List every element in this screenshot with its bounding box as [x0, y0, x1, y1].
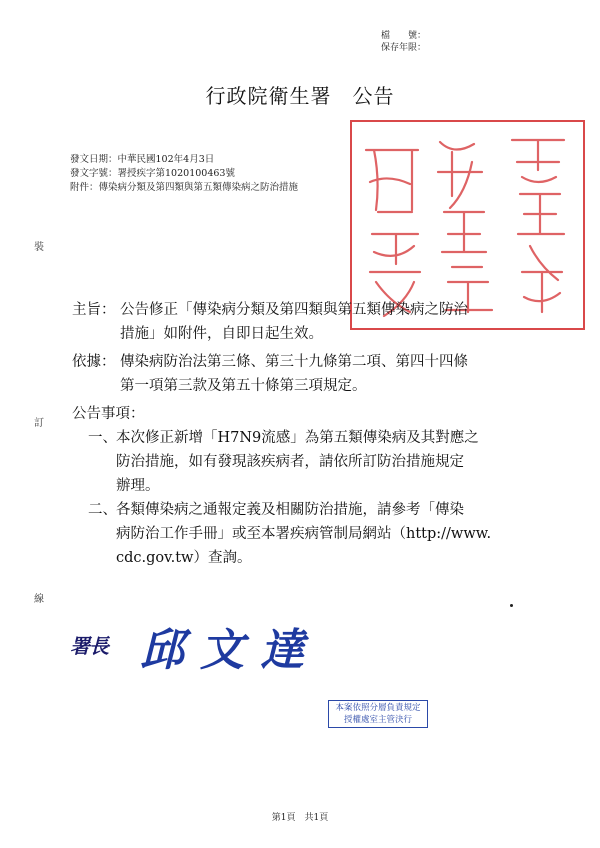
item-line: cdc.gov.tw）查詢。 [116, 550, 252, 566]
basis-label: 依據： [72, 354, 116, 370]
basis-text [120, 350, 540, 398]
archive-info [378, 30, 426, 54]
item-line: 辦理。 [116, 478, 160, 494]
subject-section [72, 298, 552, 348]
signature-block [70, 612, 330, 676]
subject-line: 措施」如附件，自即日起生效。 [120, 326, 323, 342]
doc-number-value: 署授疾字第1020100463號 [117, 168, 235, 179]
delegation-stamp [328, 700, 428, 728]
retention-label: 保存年限： [380, 43, 426, 53]
binding-mark-middle: 訂 [34, 418, 44, 429]
binding-mark-bottom: 線 [34, 594, 44, 605]
basis-line: 第一項第三款及第五十條第三項規定。 [120, 378, 367, 394]
date-row [70, 153, 298, 167]
item-line: 各類傳染病之通報定義及相關防治措施，請參考「傳染 [116, 502, 464, 518]
doc-number-label: 發文字號： [70, 168, 118, 179]
date-label: 發文日期： [70, 154, 118, 165]
item-line: 本次修正新增「H7N9流感」為第五類傳染病及其對應之 [116, 430, 479, 446]
announcement-item-2 [88, 498, 548, 572]
announcement-item-1 [88, 426, 548, 500]
item-text [116, 498, 546, 570]
subject-text [120, 298, 540, 346]
file-number-label: 檔 號： [380, 31, 426, 41]
binding-mark-top: 裝 [34, 242, 44, 253]
page-number: 第1頁 共1頁 [271, 813, 329, 823]
attachment-value: 傳染病分類及第四類與第五類傳染病之防治措施 [98, 182, 299, 193]
basis-line: 傳染病防治法第三條、第三十九條第二項、第四十四條 [120, 354, 468, 370]
basis-section [72, 350, 552, 400]
subject-label: 主旨： [72, 302, 116, 318]
item-text [116, 426, 546, 498]
item-number: 二、 [88, 502, 117, 518]
subject-line: 公告修正「傳染病分類及第四類與第五類傳染病之防治 [120, 302, 468, 318]
item-number: 一、 [88, 430, 117, 446]
doc-number-row [70, 167, 298, 181]
attachment-label: 附件： [70, 182, 99, 193]
document-meta [70, 153, 298, 195]
page-title: 行政院衛生署 公告 [205, 84, 395, 108]
signature-name: 邱文達 [140, 625, 320, 676]
stray-mark [510, 604, 513, 607]
attachment-row [70, 181, 298, 195]
date-value: 中華民國102年4月3日 [117, 154, 215, 165]
item-line: 防治措施，如有發現該疾病者，請依所訂防治措施規定 [116, 454, 464, 470]
item-line: 病防治工作手冊」或至本署疾病管制局網站（http://www. [116, 526, 492, 542]
delegation-line: 本案依照分層負責規定 [335, 703, 421, 713]
signature-title: 署長 [70, 634, 108, 658]
delegation-line: 授權處室主管決行 [343, 715, 412, 725]
announcement-items-label: 公告事項： [72, 406, 145, 422]
